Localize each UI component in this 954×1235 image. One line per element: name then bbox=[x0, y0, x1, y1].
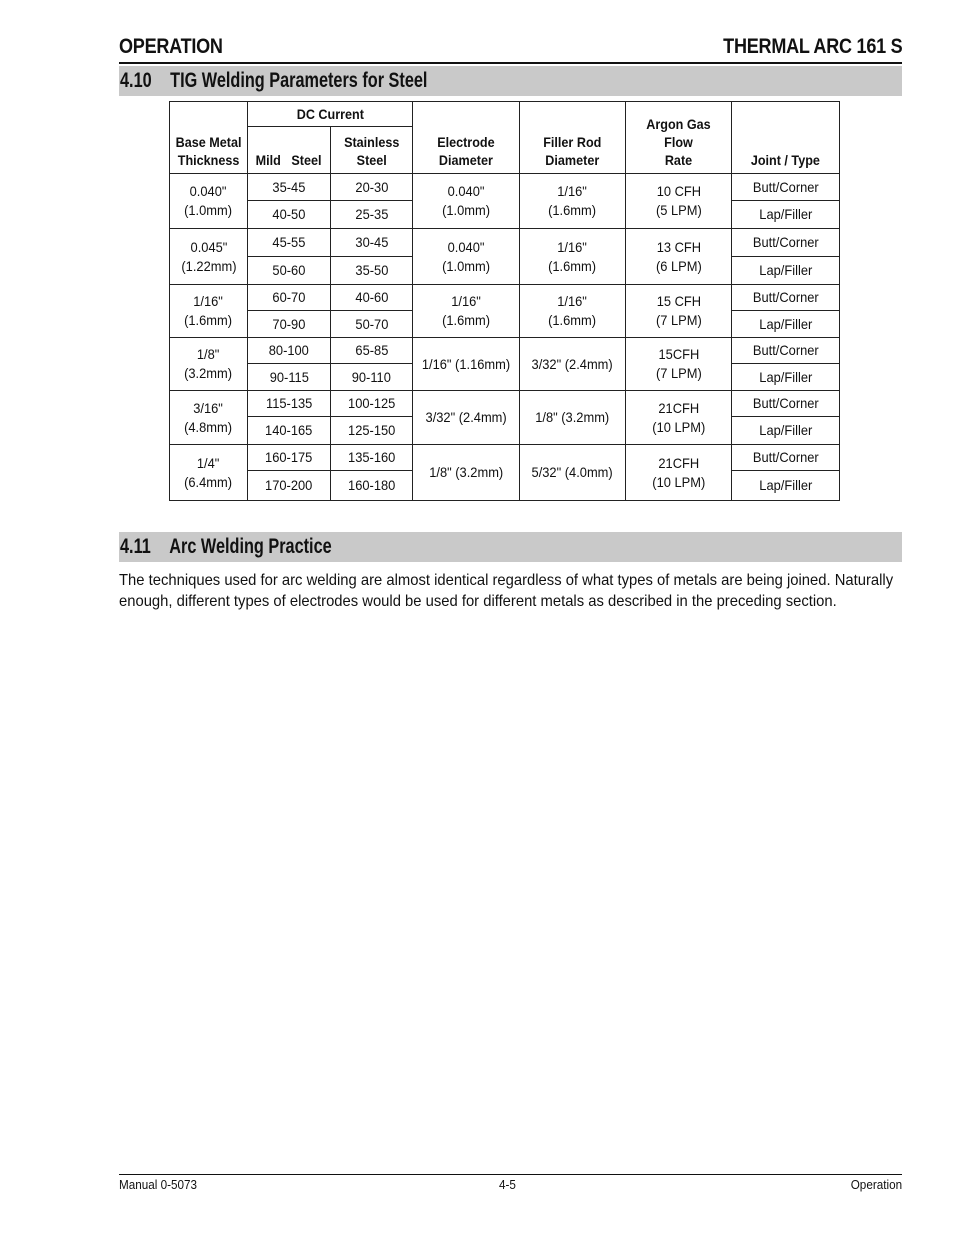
mild-steel-current-cell: 60-70 bbox=[248, 285, 331, 311]
joint-type-cell: Butt/Corner bbox=[732, 285, 840, 311]
section-heading-4-11 bbox=[119, 532, 902, 562]
argon-flow-rate-cell: 21CFH (10 LPM) bbox=[626, 391, 732, 445]
mild-steel-current-cell: 80-100 bbox=[248, 338, 331, 364]
header-base-metal-thickness: Base Metal Thickness bbox=[170, 102, 248, 174]
joint-type-cell: Butt/Corner bbox=[732, 229, 840, 257]
table-row bbox=[170, 338, 840, 364]
filler-rod-diameter-cell: 3/32" (2.4mm) bbox=[520, 338, 626, 391]
base-metal-thickness-cell: 0.045" (1.22mm) bbox=[170, 229, 248, 285]
base-metal-thickness-cell: 3/16" (4.8mm) bbox=[170, 391, 248, 445]
table-row bbox=[170, 174, 840, 201]
stainless-steel-current-cell: 35-50 bbox=[331, 257, 413, 285]
mild-steel-current-cell: 115-135 bbox=[248, 391, 331, 417]
mild-steel-current-cell: 70-90 bbox=[248, 311, 331, 338]
electrode-diameter-cell: 1/8" (3.2mm) bbox=[413, 445, 520, 501]
header-mild-steel: Mild Steel bbox=[248, 127, 331, 174]
joint-type-cell: Butt/Corner bbox=[732, 445, 840, 471]
base-metal-thickness-cell: 1/4" (6.4mm) bbox=[170, 445, 248, 501]
joint-type-cell: Lap/Filler bbox=[732, 471, 840, 501]
stainless-steel-current-cell: 135-160 bbox=[331, 445, 413, 471]
footer-page-number: 4-5 bbox=[499, 1177, 516, 1192]
paragraph-line: The techniques used for arc welding are almost identical regardless of what types of metals are being joined. Naturally bbox=[119, 572, 894, 589]
joint-type-cell: Lap/Filler bbox=[732, 201, 840, 229]
table-row bbox=[170, 445, 840, 471]
mild-steel-current-cell: 90-115 bbox=[248, 364, 331, 391]
joint-type-cell: Butt/Corner bbox=[732, 391, 840, 417]
stainless-steel-current-cell: 20-30 bbox=[331, 174, 413, 201]
joint-type-cell: Butt/Corner bbox=[732, 174, 840, 201]
section-title: Arc Welding Practice bbox=[169, 535, 332, 558]
stainless-steel-current-cell: 65-85 bbox=[331, 338, 413, 364]
filler-rod-diameter-cell: 1/16" (1.6mm) bbox=[520, 174, 626, 229]
stainless-steel-current-cell: 50-70 bbox=[331, 311, 413, 338]
argon-flow-rate-cell: 10 CFH (5 LPM) bbox=[626, 174, 732, 229]
header-joint-type: Joint / Type bbox=[732, 102, 840, 174]
table-row bbox=[170, 391, 840, 417]
mild-steel-current-cell: 160-175 bbox=[248, 445, 331, 471]
filler-rod-diameter-cell: 1/16" (1.6mm) bbox=[520, 285, 626, 338]
mild-steel-current-cell: 140-165 bbox=[248, 417, 331, 445]
header-product-name: THERMAL ARC 161 S bbox=[722, 35, 902, 58]
footer-section-name: Operation bbox=[850, 1177, 902, 1192]
footer-manual-number: Manual 0-5073 bbox=[119, 1177, 198, 1192]
stainless-steel-current-cell: 40-60 bbox=[331, 285, 413, 311]
header-dc-current: DC Current bbox=[248, 102, 413, 127]
section-heading-4-10 bbox=[119, 66, 902, 96]
joint-type-cell: Lap/Filler bbox=[732, 311, 840, 338]
stainless-steel-current-cell: 25-35 bbox=[331, 201, 413, 229]
stainless-steel-current-cell: 100-125 bbox=[331, 391, 413, 417]
mild-steel-current-cell: 40-50 bbox=[248, 201, 331, 229]
electrode-diameter-cell: 1/16" (1.16mm) bbox=[413, 338, 520, 391]
section-number: 4.10 bbox=[120, 69, 152, 92]
filler-rod-diameter-cell: 1/16" (1.6mm) bbox=[520, 229, 626, 285]
page-footer bbox=[119, 1174, 902, 1195]
page-header bbox=[119, 34, 902, 64]
mild-steel-current-cell: 45-55 bbox=[248, 229, 331, 257]
base-metal-thickness-cell: 1/8" (3.2mm) bbox=[170, 338, 248, 391]
joint-type-cell: Butt/Corner bbox=[732, 338, 840, 364]
mild-steel-current-cell: 50-60 bbox=[248, 257, 331, 285]
argon-flow-rate-cell: 13 CFH (6 LPM) bbox=[626, 229, 732, 285]
mild-steel-current-cell: 35-45 bbox=[248, 174, 331, 201]
arc-welding-paragraph bbox=[119, 570, 919, 612]
base-metal-thickness-cell: 1/16" (1.6mm) bbox=[170, 285, 248, 338]
header-electrode-diameter: Electrode Diameter bbox=[413, 102, 520, 174]
header-filler-rod-diameter: Filler Rod Diameter bbox=[520, 102, 626, 174]
table-row bbox=[170, 229, 840, 257]
header-chapter-title: OPERATION bbox=[119, 35, 223, 58]
joint-type-cell: Lap/Filler bbox=[732, 364, 840, 391]
electrode-diameter-cell: 3/32" (2.4mm) bbox=[413, 391, 520, 445]
joint-type-cell: Lap/Filler bbox=[732, 417, 840, 445]
paragraph-line: enough, different types of electrodes would be used for different metals as described in the preceding section. bbox=[119, 593, 837, 610]
electrode-diameter-cell: 1/16" (1.6mm) bbox=[413, 285, 520, 338]
stainless-steel-current-cell: 90-110 bbox=[331, 364, 413, 391]
filler-rod-diameter-cell: 5/32" (4.0mm) bbox=[520, 445, 626, 501]
electrode-diameter-cell: 0.040" (1.0mm) bbox=[413, 229, 520, 285]
stainless-steel-current-cell: 125-150 bbox=[331, 417, 413, 445]
electrode-diameter-cell: 0.040" (1.0mm) bbox=[413, 174, 520, 229]
argon-flow-rate-cell: 15 CFH (7 LPM) bbox=[626, 285, 732, 338]
stainless-steel-current-cell: 160-180 bbox=[331, 471, 413, 501]
filler-rod-diameter-cell: 1/8" (3.2mm) bbox=[520, 391, 626, 445]
section-number: 4.11 bbox=[120, 535, 151, 558]
mild-steel-current-cell: 170-200 bbox=[248, 471, 331, 501]
tig-parameters-table bbox=[169, 101, 840, 501]
table-row bbox=[170, 285, 840, 311]
header-argon-gas-flow-rate: Argon Gas Flow Rate bbox=[626, 102, 732, 174]
joint-type-cell: Lap/Filler bbox=[732, 257, 840, 285]
section-title: TIG Welding Parameters for Steel bbox=[170, 69, 428, 92]
argon-flow-rate-cell: 15CFH (7 LPM) bbox=[626, 338, 732, 391]
header-stainless-steel: Stainless Steel bbox=[331, 127, 413, 174]
argon-flow-rate-cell: 21CFH (10 LPM) bbox=[626, 445, 732, 501]
base-metal-thickness-cell: 0.040" (1.0mm) bbox=[170, 174, 248, 229]
stainless-steel-current-cell: 30-45 bbox=[331, 229, 413, 257]
